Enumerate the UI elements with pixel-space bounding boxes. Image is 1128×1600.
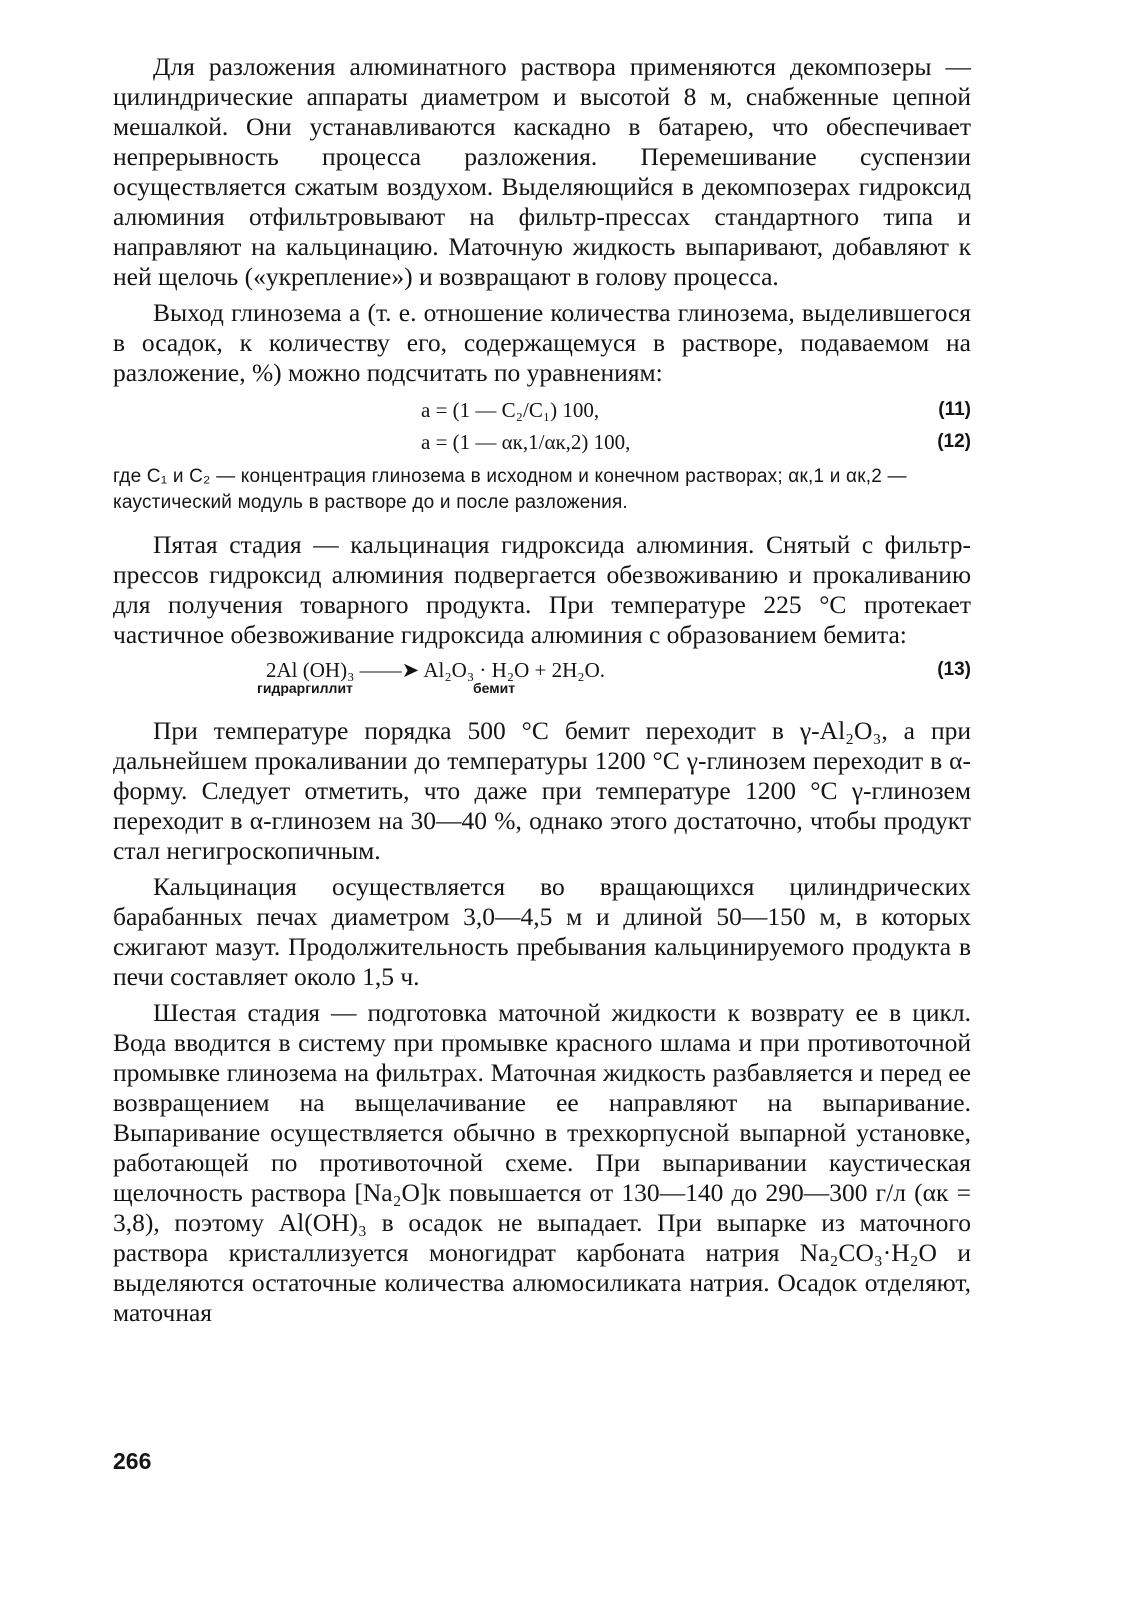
equation-11-number: (11) bbox=[938, 399, 971, 420]
reaction-13-number: (13) bbox=[937, 659, 971, 680]
page-number: 266 bbox=[113, 1448, 152, 1474]
reaction-13 bbox=[113, 656, 971, 702]
equation-12 bbox=[113, 426, 971, 458]
equation-12-formula: a = (1 — αк,1/αк,2) 100, bbox=[421, 430, 631, 454]
equation-11-formula: a = (1 — C₂/C₁) 100, bbox=[421, 398, 600, 422]
paragraph-alumina-yield: Выход глинозема a (т. е. отношение количества глинозема, выделившегося в осадок, к количеству его, содержащемуся в растворе, подаваемом на разложение, %) можно подсчитать по уравнениям: bbox=[113, 298, 971, 387]
paragraph-rotary-kilns: Кальцинация осуществляется во вращающихся цилиндрических барабанных печах диаметром 3,0—4,5 м и длиной 50—150 м, в которых сжигают мазут. Продолжительность пребывания кальцинируемого продукта в печи составляет около 1,5 ч. bbox=[113, 872, 971, 991]
equation-11 bbox=[113, 394, 971, 426]
equation-12-number: (12) bbox=[937, 431, 971, 452]
paragraph-boehmite-transition: При температуре порядка 500 °C бемит переходит в γ-Al₂O₃, а при дальнейшем прокаливании до температуры 1200 °C γ-глинозем переходит в α-форму. Следует отметить, что даже при температуре 1200 °C γ-глинозем переходит в α-глинозем на 30—40 %, однако этого достаточно, чтобы продукт стал негигроскопичным. bbox=[113, 716, 971, 865]
reaction-13-formula: 2Al (OH)₃ ——➤ Al₂O₃ · H₂O + 2H₂O. bbox=[266, 658, 606, 682]
equation-notation-note: где C₁ и C₂ — концентрация глинозема в исходном и конечном растворах; αк,1 и αк,2 — каустический модуль в растворе до и после разложения. bbox=[113, 466, 907, 513]
reaction-label-gibbsite: гидраргиллит bbox=[257, 680, 353, 696]
reaction-label-boehmite: бемит bbox=[473, 680, 516, 696]
paragraph-mother-liquor: Шестая стадия — подготовка маточной жидкости к возврату ее в цикл. Вода вводится в систему при промывке красного шлама и при противоточной промывке глинозема на фильтрах. Маточная жидкость разбавляется и перед ее возвращением на выщелачивание ее направляют на выпаривание. Выпаривание осуществляется обычно в трехкорпусной выпарной установке, работающей по противоточной схеме. При выпаривании каустическая щелочность раствора [Na₂O]к повышается от 130—140 до 290—300 г/л (αк = 3,8), поэтому Al(OH)₃ в осадок не выпадает. При выпарке из маточного раствора кристаллизуется моногидрат карбоната натрия Na₂CO₃·H₂O и выделяются остаточные количества алюмосиликата натрия. Осадок отделяют, маточная bbox=[113, 998, 971, 1327]
paragraph-decomposers: Для разложения алюминатного раствора применяются декомпозеры — цилиндрические аппараты диаметром и высотой 8 м, снабженные цепной мешалкой. Они устанавливаются каскадно в батарею, что обеспечивает непрерывность процесса разложения. Перемешивание суспензии осуществляется сжатым воздухом. Выделяющийся в декомпозерах гидроксид алюминия отфильтровывают на фильтр-прессах стандартного типа и направляют на кальцинацию. Маточную жидкость выпаривают, добавляют к ней щелочь («укрепление») и возвращают в голову процесса. bbox=[113, 52, 971, 291]
paragraph-calcination-stage: Пятая стадия — кальцинация гидроксида алюминия. Снятый с фильтр-прессов гидроксид алюминия подвергается обезвоживанию и прокаливанию для получения товарного продукта. При температуре 225 °C протекает частичное обезвоживание гидроксида алюминия с образованием бемита: bbox=[113, 530, 971, 649]
page-body bbox=[113, 52, 971, 1328]
